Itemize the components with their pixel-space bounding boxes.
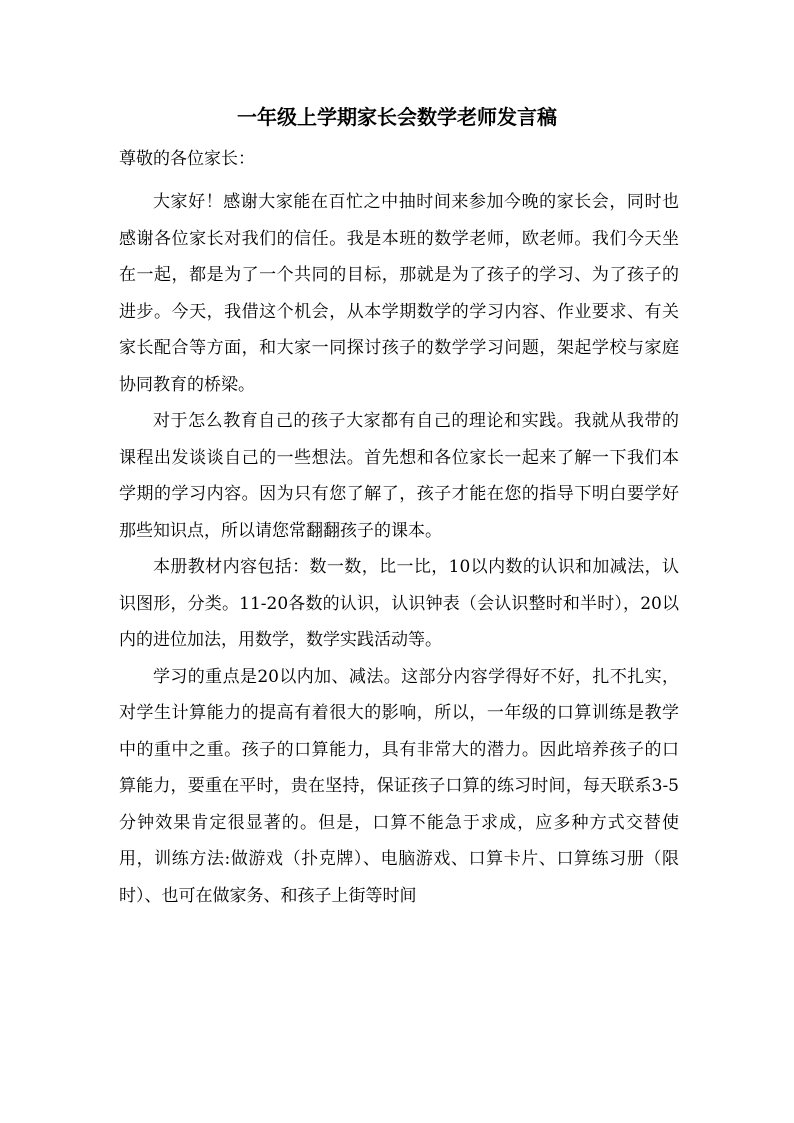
paragraph-greeting: 大家好！感谢大家能在百忙之中抽时间来参加今晚的家长会，同时也感谢各位家长对我们的信任。我是本班的数学老师，欧老师。我们今天坐在一起，都是为了一个共同的目标，那就是为了孩子的学习、为了孩子的进步。今天，我借这个机会，从本学期数学的学习内容、作业要求、有关家长配合等方面，和大家一同探讨孩子的数学学习问题，架起学校与家庭协同教育的桥梁。 — [119, 192, 679, 395]
document-title: 一年级上学期家长会数学老师发言稿 — [237, 105, 557, 129]
paragraph-approach: 对于怎么教育自己的孩子大家都有自己的理论和实践。我就从我带的课程出发谈谈自己的一些想法。首先想和各位家长一起来了解一下我们本学期的学习内容。因为只有您了解了，孩子才能在您的指导下明白要学好那些知识点，所以请您常翻翻孩子的课本。 — [119, 411, 679, 541]
document-body — [119, 146, 679, 914]
salutation: 尊敬的各位家长： — [119, 149, 255, 169]
paragraph-key-points: 学习的重点是20以内加、减法。这部分内容学得好不好，扎不扎实，对学生计算能力的提高有着很大的影响，所以，一年级的口算训练是教学中的重中之重。孩子的口算能力，具有非常大的潜力。因此培养孩子的口算能力，要重在平时，贵在坚持，保证孩子口算的练习时间，每天联系3-5分钟效果肯定很显著的。但是，口算不能急于求成，应多种方式交替使用，训练方法:做游戏（扑克牌）、电脑游戏、口算卡片、口算练习册（限时）、也可在做家务、和孩子上街等时间 — [119, 666, 679, 906]
paragraph-contents: 本册教材内容包括：数一数，比一比，10以内数的认识和加减法，认识图形，分类。11-20各数的认识，认识钟表（会认识整时和半时），20以内的进位加法，用数学，数学实践活动等。 — [119, 557, 679, 650]
